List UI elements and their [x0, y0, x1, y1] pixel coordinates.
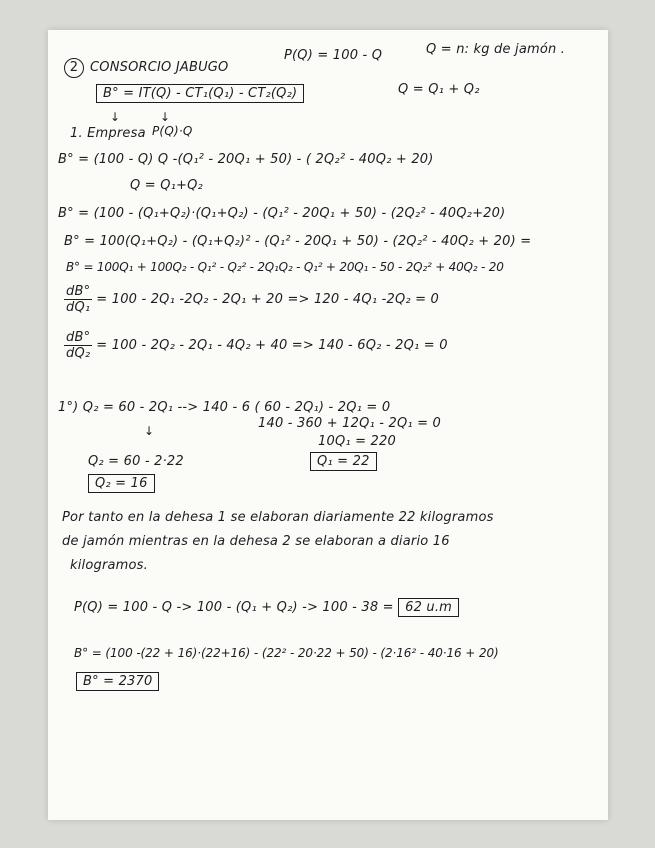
price-calculation: [74, 600, 459, 615]
pq-label: P(Q)·Q: [152, 124, 193, 138]
q1-result-box: [310, 454, 377, 469]
profit-line-4: B° = 100Q₁ + 100Q₂ - Q₁² - Q₂² - 2Q₁Q₂ - Q₁² + 20Q₁ - 50 - 2Q₂² + 40Q₂ - 20: [66, 260, 504, 274]
conclusion-line-3: kilogramos.: [70, 558, 148, 573]
derivative-q1: [64, 284, 439, 315]
down-arrow-icon: ↓: [110, 110, 121, 124]
derivative-q1-numerator: dB°: [64, 284, 92, 300]
solve-step-2: 140 - 360 + 12Q₁ - 2Q₁ = 0: [258, 416, 442, 431]
section-label: 1. Empresa: [70, 126, 146, 141]
profit-result-box: [76, 674, 159, 689]
derivative-q1-denominator: dQ₁: [66, 300, 91, 315]
derivative-q1-fraction: [64, 284, 92, 315]
conclusion-line-1: Por tanto en la dehesa 1 se elaboran diariamente 22 kilogramos: [62, 510, 494, 525]
down-arrow-icon: ↓: [160, 110, 171, 124]
problem-title: CONSORCIO JABUGO: [90, 60, 229, 75]
problem-header: [64, 58, 229, 78]
q-sum: Q = Q₁ + Q₂: [398, 82, 480, 97]
profit-result: B° = 2370: [76, 672, 159, 691]
notebook-page: [48, 30, 608, 820]
conclusion-line-2: de jamón mientras en la dehesa 2 se elaboran a diario 16: [62, 534, 450, 549]
solve-step-4: Q₂ = 60 - 2·22: [88, 454, 184, 469]
price-calculation-text: P(Q) = 100 - Q -> 100 - (Q₁ + Q₂) -> 100 - 38 =: [74, 600, 394, 615]
q2-result-box: [88, 476, 155, 491]
derivative-q2: [64, 330, 448, 361]
price-result: 62 u.m: [398, 598, 459, 617]
q-sum-line: Q = Q₁+Q₂: [130, 178, 203, 193]
solve-step-3: 10Q₁ = 220: [318, 434, 396, 449]
profit-formula: B° = IT(Q) - CT₁(Q₁) - CT₂(Q₂): [96, 84, 304, 103]
derivative-q2-numerator: dB°: [64, 330, 92, 346]
profit-calculation: B° = (100 -(22 + 16)·(22+16) - (22² - 20·22 + 50) - (2·16² - 40·16 + 20): [74, 646, 499, 660]
solve-step-1: 1°) Q₂ = 60 - 2Q₁ --> 140 - 6 ( 60 - 2Q₁) - 2Q₁ = 0: [58, 400, 391, 415]
derivative-q2-expression: = 100 - 2Q₂ - 2Q₁ - 4Q₂ + 40 => 140 - 6Q₂ - 2Q₁ = 0: [96, 338, 448, 353]
derivative-q2-fraction: [64, 330, 92, 361]
derivative-q1-expression: = 100 - 2Q₁ -2Q₂ - 2Q₁ + 20 => 120 - 4Q₁ -2Q₂ = 0: [96, 292, 440, 307]
profit-line-2: B° = (100 - (Q₁+Q₂)·(Q₁+Q₂) - (Q₁² - 20Q₁ + 50) - (2Q₂² - 40Q₂+20): [58, 206, 506, 221]
q-definition: Q = n: kg de jamón .: [426, 42, 566, 57]
profit-line-1: B° = (100 - Q) Q -(Q₁² - 20Q₁ + 50) - ( 2Q₂² - 40Q₂ + 20): [58, 152, 434, 167]
q2-result: Q₂ = 16: [88, 474, 155, 493]
profit-formula-box: [96, 86, 304, 101]
derivative-q2-denominator: dQ₂: [66, 346, 91, 361]
price-equation: P(Q) = 100 - Q: [284, 48, 383, 63]
down-arrow-icon: ↓: [144, 424, 155, 438]
profit-line-3: B° = 100(Q₁+Q₂) - (Q₁+Q₂)² - (Q₁² - 20Q₁ + 50) - (2Q₂² - 40Q₂ + 20) =: [64, 234, 532, 249]
q1-result: Q₁ = 22: [310, 452, 377, 471]
problem-number: 2: [64, 58, 84, 78]
